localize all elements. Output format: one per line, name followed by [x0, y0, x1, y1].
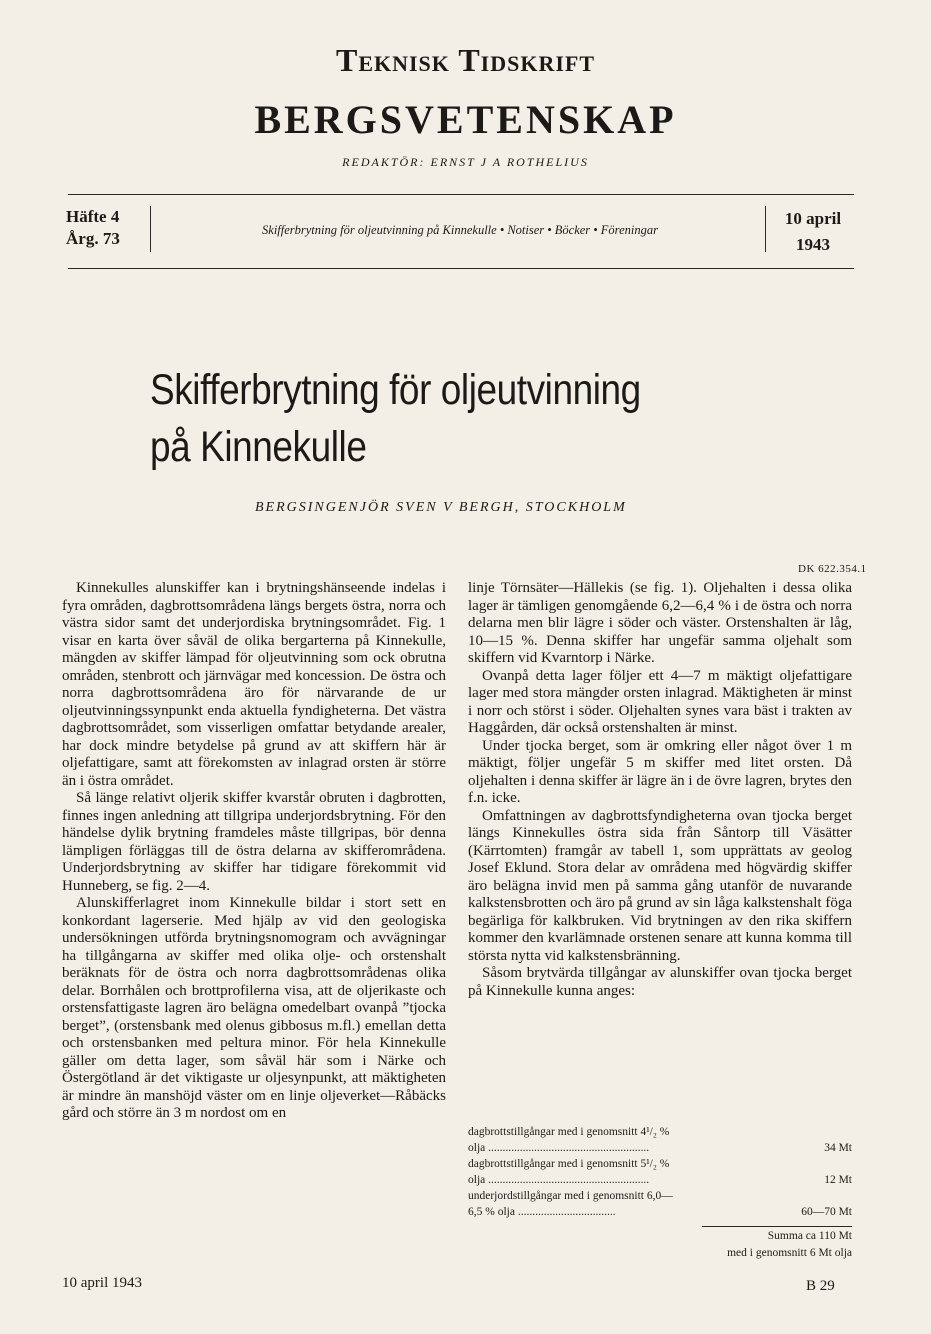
reserve-value: 60—70 Mt — [801, 1206, 852, 1218]
journal-section: BERGSVETENSKAP — [254, 97, 677, 142]
paragraph: Så länge relativt oljerik skiffer kvarstår obruten i dagbrotten, finnes ingen anledning att tillgripa underjordsbrytning. För den händelse dylik brytning framdeles måste tillgripas, bör denna lämpligen förläggas till de östra delarna av skifferområdena. Underjordsbrytning av skiffer har tidigare förekommit vid Hunneberg, se fig. 2—4. — [62, 790, 446, 894]
text-column-left — [62, 580, 446, 1123]
sum-rule — [702, 1226, 852, 1227]
paragraph: linje Törnsäter—Hällekis (se fig. 1). Oljehalten i dessa olika lager är tämligen genomgående 6,2—6,4 % i de östra och norra delarna men blir lägre i söder och väster. Orstenshalten är låg, 10—15 %. Denna skiffer har ungefär samma oljehalt som skiffern vid Kvarntorp i Närke. — [468, 580, 852, 666]
paragraph: Under tjocka berget, som är omkring eller något över 1 m mäktigt, följer ungefär 5 m skiffer med litet orsten. Då oljehalten i denna skiffer är lägre än i de övre lagren, brytes den f.n. icke. — [468, 737, 852, 806]
article-author: BERGSINGENJÖR SVEN V BERGH, STOCKHOLM — [255, 500, 627, 515]
classification-code: DK 622.354.1 — [798, 563, 867, 575]
article-title-line2: på Kinnekulle — [150, 423, 367, 471]
footer-date: 10 april 1943 — [62, 1275, 142, 1291]
header-rule-bottom — [68, 268, 854, 269]
reserve-desc: dagbrottstillgångar med i genomsnitt 4¹/₂ % — [468, 1126, 670, 1138]
year-label: 1943 — [796, 235, 830, 254]
reserve-desc: olja ........................................................ — [468, 1142, 650, 1154]
page-number: B 29 — [806, 1278, 835, 1294]
sum-total: Summa ca 110 Mt — [767, 1230, 852, 1242]
paragraph: Omfattningen av dagbrottsfyndigheterna ovan tjocka berget längs Kinnekulles östra sida från Såntorp till Väsätter (Kärrtomten) framgår av tabell 1, som upprättats av geolog Josef Eklund. Stora delar av områdena med högvärdig skiffer äro belägna invid men på samma gång utanför de nuvarande kalkstensbrotten och äro på grund av sin låga kalkstenshalt föga begärliga för kalkbruken. Vid brytningen av den rika skiffern kommer den kvarlämnade orstenen senare att kunna komma till största nytta vid kalkstensbränning. — [468, 807, 852, 964]
sum-note: med i genomsnitt 6 Mt olja — [727, 1247, 852, 1259]
date-label: 10 april — [784, 209, 842, 228]
paragraph: Ovanpå detta lager följer ett 4—7 m mäktigt oljefattigare lager med stora mängder orsten inlagrad. Mäktigheten är minst i norr och störst i söder. Oljehalten synes vara bäst i trakten av Haggården, där också orstenshalten är minst. — [468, 667, 852, 736]
list-item — [468, 1188, 852, 1220]
editor-line: REDAKTÖR: ERNST J A ROTHELIUS — [342, 155, 589, 169]
volume-label: Årg. 73 — [66, 229, 120, 248]
reserve-value: 12 Mt — [824, 1174, 852, 1186]
header-rule-top — [68, 194, 854, 195]
divider — [765, 206, 766, 252]
reserves-list — [468, 1124, 852, 1261]
contents-line: Skifferbrytning för oljeutvinning på Kinnekulle • Notiser • Böcker • Föreningar — [262, 223, 658, 237]
reserve-value: 34 Mt — [824, 1142, 852, 1154]
article-title-line1: Skifferbrytning för oljeutvinning — [150, 366, 641, 414]
list-item — [468, 1156, 852, 1188]
journal-title: Teknisk Tidskrift — [335, 42, 596, 78]
issue-label: Häfte 4 — [66, 207, 120, 226]
list-item — [468, 1124, 852, 1156]
divider — [150, 206, 151, 252]
paragraph: Alunskifferlagret inom Kinnekulle bildar i stort sett en konkordant lagerserie. Med hjälp av vid den geologiska undersökningen utförda brytningsnomogram och avvägningar ha tillgångarna av skiffer med olika olje- och orstenshalt beräknats för de östra och norra dagbrottsområdenas olika delar. Borrhålen och brottprofilerna visa, att de oljerikaste och orstensfattigaste lagren äro belägna omedelbart ovanpå ”tjocka berget”, (orstensbank med olenus gibbosus m.fl.) emellan detta och orstensbanken med peltura minor. För hela Kinnekulle gäller om detta lager, som såväl här som i Närke och Östergötland är det viktigaste ur oljesynpunkt, att mäktigheten är mindre än manshöjd väster om en linje oljeverket—Råbäcks gård och större än 3 m nordost om en — [62, 895, 446, 1121]
text-column-right — [468, 580, 852, 1000]
issue-date — [770, 206, 856, 258]
issue-info — [66, 206, 120, 250]
article-title — [150, 362, 752, 476]
reserve-desc: 6,5 % olja .................................. — [468, 1206, 616, 1218]
paragraph: Såsom brytvärda tillgångar av alunskiffer ovan tjocka berget på Kinnekulle kunna anges: — [468, 965, 852, 999]
paragraph: Kinnekulles alunskiffer kan i brytningshänseende indelas i fyra områden, dagbrottsområdena längs bergets östra, norra och västra sidor samt det underjordiska brytningsområdet. Fig. 1 visar en karta över såväl de olika bergarterna på Kinnekulle, mängden av skiffer lämpad för oljeutvinning som ock obrutna områden, stenbrott och järnvägar med koncession. De östra och norra dagbrottsområdena äro för närvarande de ur oljeutvinningssynpunkt enda aktuella fyndigheterna. Det västra dagbrottsområdet, som visserligen omfattar betydande arealer, har dock mindre betydelse på grund av att skiffern här är oljefattigare, samt att förekomsten av inlagrad orsten är större än i östra området. — [62, 580, 446, 789]
reserve-desc: olja ........................................................ — [468, 1174, 650, 1186]
reserve-desc: underjordstillgångar med i genomsnitt 6,0— — [468, 1190, 673, 1202]
reserve-desc: dagbrottstillgångar med i genomsnitt 5¹/₂ % — [468, 1158, 670, 1170]
